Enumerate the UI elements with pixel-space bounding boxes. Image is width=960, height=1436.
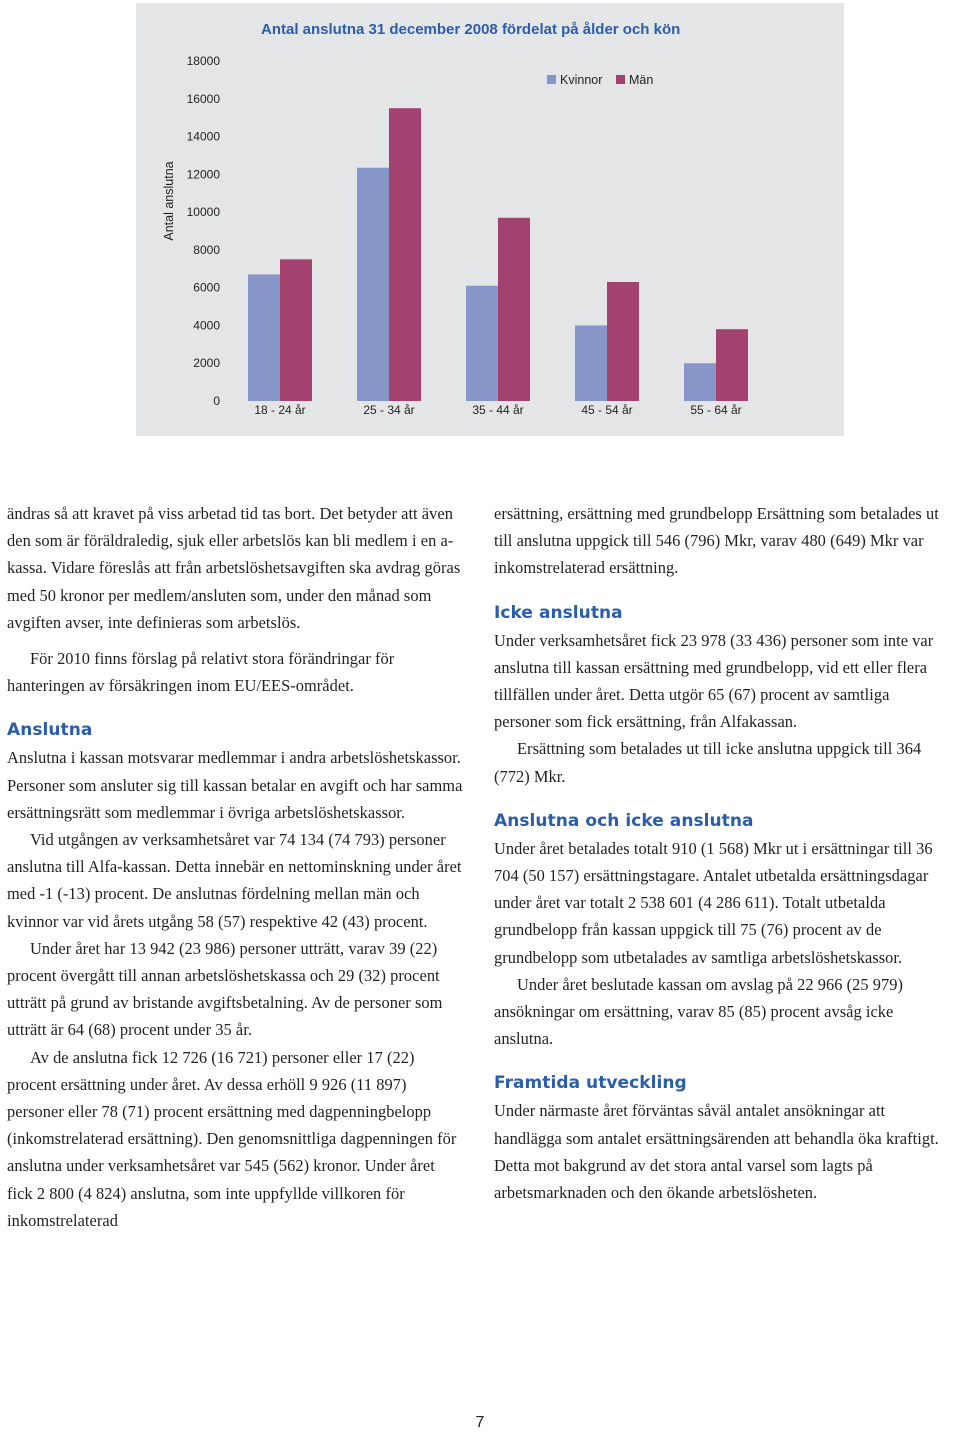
- y-tick-labels: [187, 54, 221, 408]
- section-heading-anslutna-och-icke-anslutna: Anslutna och icke anslutna: [494, 810, 754, 831]
- chart-legend: [547, 73, 653, 87]
- paragraph: Ersättning som betalades ut till icke anslutna uppgick till 364 (772) Mkr.: [494, 739, 922, 786]
- bar-män: [389, 108, 421, 401]
- y-tick-label: 6000: [193, 280, 220, 295]
- chart-y-axis-label: Antal anslutna: [162, 161, 176, 241]
- paragraph: Under närmaste året förväntas såväl antalet ansökningar att handlägga som antalet ersättningsärenden att behandla öka kraftigt. Detta mot bakgrund av det stora antal varsel som lagts på arbetsmarknaden och den ökande arbetslösheten.: [494, 1101, 939, 1203]
- x-tick-label: 18 - 24 år: [254, 403, 306, 417]
- paragraph: Under året betalades totalt 910 (1 568) Mkr ut i ersättningar till 36 704 (50 157) ersättningstagare. Antalet utbetalda ersättningsdagar under året var totalt 2 538 601 (4 286 611). Totalt utbetalda grundbelopp från kassan uppgick till 75 (76) procent av de grundbelopp som utbetalades av samtliga arbetslöshetskassor.: [494, 838, 933, 967]
- paragraph: Under året har 13 942 (23 986) personer utträtt, varav 39 (22) procent övergått till annan arbetslöshetskassa och 29 (32) procent utträtt på grund av bristande avgiftsbetalning. Av de personer som utträtt är 64 (68) procent under 35 år.: [7, 938, 443, 1040]
- x-tick-label: 25 - 34 år: [363, 403, 415, 417]
- legend-swatch: [616, 75, 625, 84]
- paragraph: Under verksamhetsåret fick 23 978 (33 436) personer som inte var anslutna till kassan ersättning med grundbelopp, vid ett eller flera tillfällen under året. Detta utgör 65 (67) procent av samtliga personer som fick ersättning, från Alfakassan.: [494, 630, 934, 732]
- bar-kvinnor: [357, 168, 389, 401]
- paragraph: Vid utgången av verksamhetsåret var 74 134 (74 793) personer anslutna till Alfa-kassan. Detta innebär en nettominskning under året med -1 (-13) procent. De anslutnas fördelning mellan män och kvinnor var vid årets utgång 58 (57) respektive 42 (43) procent.: [7, 830, 462, 931]
- paragraph: Anslutna i kassan motsvarar medlemmar i andra arbetslöshetskassor. Personer som ansluter sig till kassan betalar en avgift och har samma ersättningsrätt som medlemmar i övriga arbetslöshetskassor.: [7, 748, 463, 822]
- y-tick-label: 14000: [186, 129, 220, 144]
- y-tick-label: 2000: [193, 356, 220, 371]
- bar-män: [498, 218, 530, 401]
- age-gender-chart: [136, 3, 844, 436]
- y-tick-label: 0: [213, 394, 220, 408]
- bar-kvinnor: [684, 363, 716, 401]
- paragraph: ändras så att kravet på viss arbetad tid tas bort. Det betyder att även den som är föräldraledig, sjuk eller arbetslös kan bli medlem i en a-kassa. Vidare föreslås att från arbetslöshetsavgiften ska avdrag göras med 50 kronor per medlem/ansluten som, under den månad som avgiften avser, inte definieras som arbetslös.: [7, 504, 461, 632]
- bar-series: [248, 108, 748, 401]
- right-column: [494, 500, 950, 1206]
- paragraph: ersättning, ersättning med grundbelopp Ersättning som betalades ut till anslutna uppgick till 546 (796) Mkr, varav 480 (649) Mkr var inkomstrelaterad ersättning.: [494, 504, 939, 578]
- left-column: [7, 500, 463, 1234]
- page-number: 7: [475, 1414, 485, 1431]
- section-heading-framtida-utveckling: Framtida utveckling: [494, 1073, 687, 1094]
- chart-canvas: [136, 3, 844, 436]
- bar-män: [607, 282, 639, 401]
- bar-kvinnor: [466, 286, 498, 401]
- bar-män: [716, 329, 748, 401]
- paragraph: För 2010 finns förslag på relativt stora förändringar för hanteringen av försäkringen inom EU/EES-området.: [7, 649, 395, 696]
- legend-label: Kvinnor: [560, 73, 603, 87]
- bar-kvinnor: [575, 325, 607, 401]
- bar-kvinnor: [248, 274, 280, 401]
- y-tick-label: 16000: [186, 91, 220, 106]
- x-tick-labels: [254, 403, 741, 417]
- x-tick-label: 55 - 64 år: [690, 403, 742, 417]
- y-tick-label: 12000: [186, 167, 220, 182]
- bar-män: [280, 259, 312, 401]
- paragraph: Under året beslutade kassan om avslag på 22 966 (25 979) ansökningar om ersättning, varav 85 (85) procent avsåg icke anslutna.: [494, 974, 904, 1049]
- x-tick-label: 35 - 44 år: [472, 403, 524, 417]
- y-tick-label: 18000: [186, 54, 220, 68]
- legend-swatch: [547, 75, 556, 84]
- legend-label: Män: [629, 73, 654, 87]
- section-heading-icke-anslutna: Icke anslutna: [494, 602, 623, 623]
- paragraph: Av de anslutna fick 12 726 (16 721) personer eller 17 (22) procent ersättning under året. Av dessa erhöll 9 926 (11 897) personer eller 78 (71) procent ersättning med dagpenningbelopp (inkomstrelaterad ersättning). Den genomsnittliga dagpenningen för anslutna under verksamhetsåret var 545 (562) kronor. Under året fick 2 800 (4 824) anslutna, som inte uppfyllde villkoren för inkomstrelaterad: [7, 1047, 457, 1230]
- chart-title: Antal anslutna 31 december 2008 fördelat på ålder och kön: [261, 21, 681, 38]
- section-heading-anslutna: Anslutna: [7, 720, 93, 741]
- y-tick-label: 10000: [186, 205, 220, 220]
- x-tick-label: 45 - 54 år: [581, 403, 633, 417]
- y-tick-label: 8000: [193, 242, 220, 257]
- y-tick-label: 4000: [193, 318, 220, 333]
